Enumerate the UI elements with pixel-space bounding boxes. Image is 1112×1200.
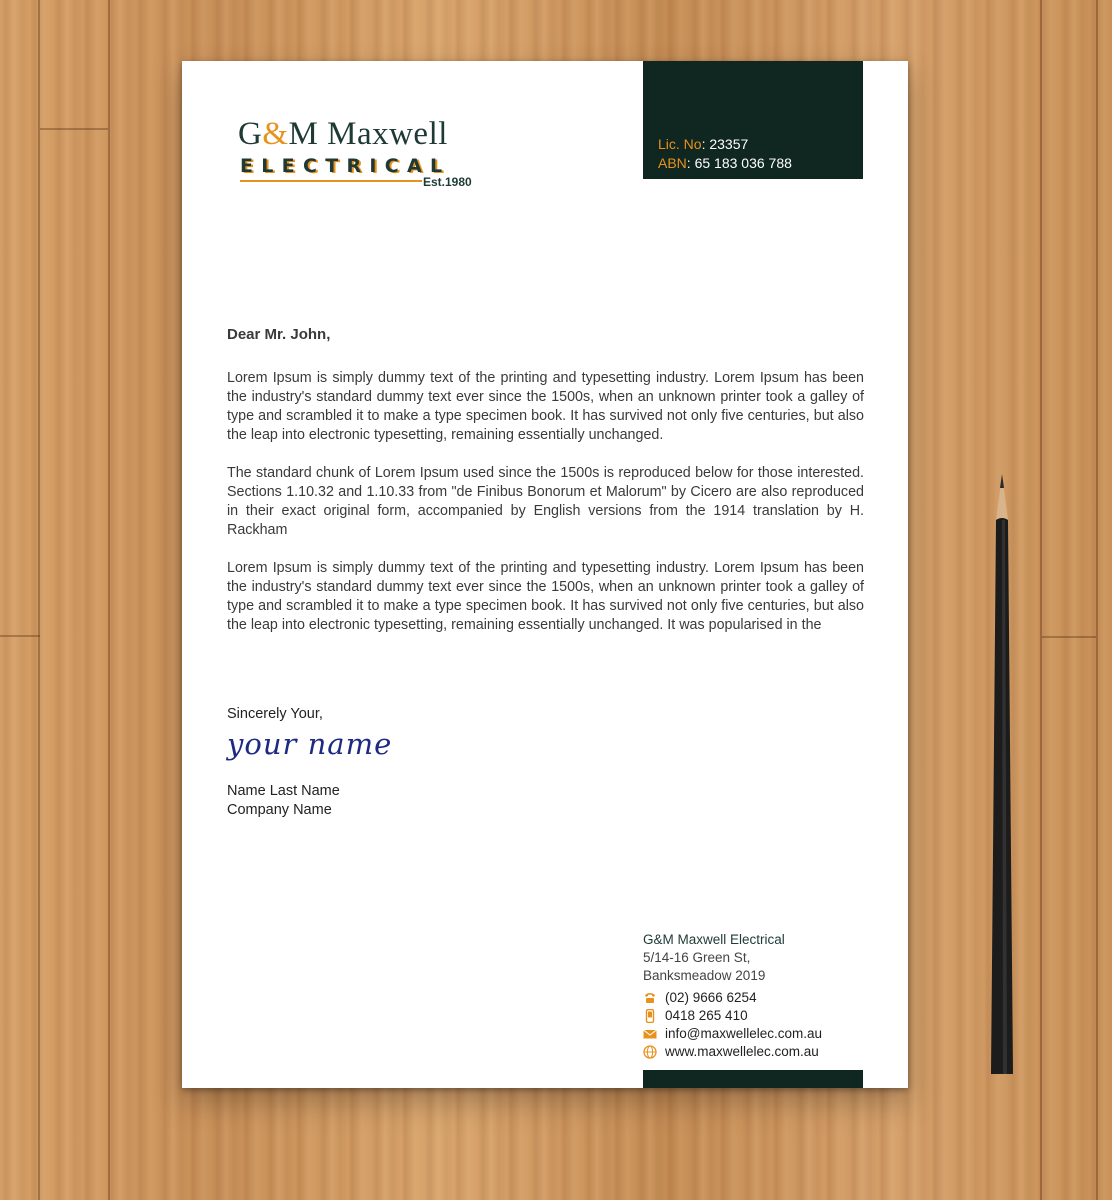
- globe-icon: [643, 1045, 657, 1059]
- plank-joint: [40, 128, 108, 130]
- footer-address-line2: Banksmeadow 2019: [643, 968, 766, 983]
- footer-company: G&M Maxwell Electrical: [643, 932, 785, 947]
- plank-seam: [1040, 0, 1042, 1200]
- phone-icon: [643, 991, 657, 1005]
- footer-website: www.maxwellelec.com.au: [643, 1043, 873, 1061]
- logo-rule: [240, 180, 422, 182]
- plank-joint: [0, 635, 40, 637]
- letterhead-paper: [182, 61, 908, 1088]
- mobile-icon: [643, 1009, 657, 1023]
- license-box: [643, 61, 863, 179]
- plank-joint: [1042, 636, 1096, 638]
- plank-seam: [108, 0, 110, 1200]
- signer-company: Company Name: [227, 802, 332, 818]
- pencil-body: [991, 518, 1013, 1074]
- abn-number: ABN: 65 183 036 788: [658, 155, 792, 171]
- plank-seam: [38, 0, 40, 1200]
- pencil: [986, 474, 1018, 1074]
- footer-bar: [643, 1070, 863, 1088]
- letter-paragraph: Lorem Ipsum is simply dummy text of the printing and typesetting industry. Lorem Ipsum has been the industry's standard dummy text ever since the 1500s, when an unknown printer took a galley of type and scrambled it to make a type specimen book. It has survived not only five centuries, but also the leap into electronic typesetting, remaining essentially unchanged.: [227, 370, 864, 443]
- letter-closing: Sincerely Your,: [227, 706, 323, 722]
- footer-address-line1: 5/14-16 Green St,: [643, 950, 751, 965]
- pencil-lead: [1000, 474, 1004, 488]
- logo-wordmark: G&M Maxwell: [238, 116, 448, 152]
- contact-footer: [643, 931, 873, 1061]
- license-number: Lic. No: 23357: [658, 136, 749, 152]
- email-icon: [643, 1027, 657, 1041]
- letter-paragraph: Lorem Ipsum is simply dummy text of the printing and typesetting industry. Lorem Ipsum has been the industry's standard dummy text ever since the 1500s, when an unknown printer took a galley of type and scrambled it to make a type specimen book. It has survived not only five centuries, but also the leap into electronic typesetting, remaining essentially unchanged. It was popularised in the: [227, 560, 864, 633]
- signer-name: Name Last Name: [227, 783, 340, 799]
- logo-established: Est.1980: [423, 175, 472, 189]
- logo-subtitle: ELECTRICAL: [240, 155, 451, 177]
- letter-paragraph: The standard chunk of Lorem Ipsum used since the 1500s is reproduced below for those interested. Sections 1.10.32 and 1.10.33 from "de Finibus Bonorum et Malorum" by Cicero are also reproduced in their exact original form, accompanied by English versions from the 1914 translation by H. Rackham: [227, 465, 864, 538]
- footer-phone: (02) 9666 6254: [643, 989, 873, 1007]
- letter-greeting: Dear Mr. John,: [227, 326, 331, 343]
- plank-seam: [1096, 0, 1098, 1200]
- footer-email: info@maxwellelec.com.au: [643, 1025, 873, 1043]
- footer-mobile: 0418 265 410: [643, 1007, 873, 1025]
- signature: your name: [227, 727, 393, 761]
- company-logo: [238, 116, 488, 196]
